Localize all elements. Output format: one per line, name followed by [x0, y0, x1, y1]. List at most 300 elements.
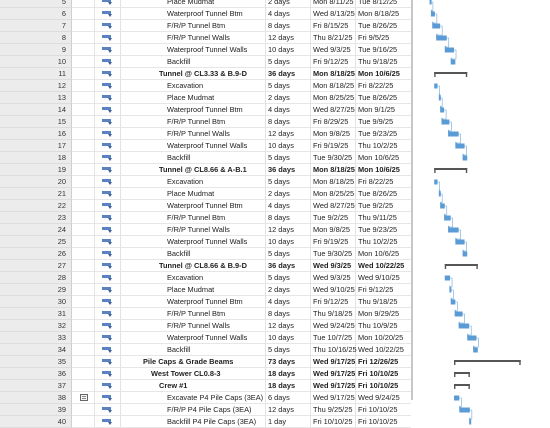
row-id[interactable]: 25	[0, 236, 72, 248]
task-finish[interactable]: Wed 10/22/25	[356, 260, 411, 272]
task-finish[interactable]: Tue 9/9/25	[356, 116, 411, 128]
task-finish[interactable]: Thu 9/18/25	[356, 296, 411, 308]
task-start[interactable]: Fri 10/10/25	[311, 416, 356, 428]
task-duration[interactable]: 12 days	[266, 404, 311, 416]
task-duration[interactable]: 12 days	[266, 320, 311, 332]
task-finish[interactable]: Tue 9/16/25	[356, 44, 411, 56]
task-duration[interactable]: 5 days	[266, 248, 311, 260]
task-mode-cell[interactable]	[95, 344, 121, 356]
task-row[interactable]	[0, 404, 411, 416]
task-name[interactable]: Backfill	[121, 152, 266, 164]
task-start[interactable]: Thu 10/16/25	[313, 345, 357, 354]
task-duration[interactable]: 6 days	[266, 392, 311, 404]
task-finish[interactable]: Fri 9/12/25	[356, 284, 411, 296]
task-mode-cell[interactable]	[95, 272, 121, 284]
task-row[interactable]	[0, 92, 411, 104]
task-bar[interactable]	[444, 216, 451, 221]
task-finish[interactable]: Tue 8/26/25	[356, 188, 411, 200]
row-id[interactable]: 38	[0, 392, 72, 404]
task-duration[interactable]: 73 days	[266, 356, 311, 368]
row-id[interactable]: 36	[0, 368, 72, 380]
task-name[interactable]: F/R/P Tunnel Btm	[121, 212, 266, 224]
task-mode-cell[interactable]	[95, 320, 121, 332]
task-mode-cell[interactable]	[95, 32, 121, 44]
task-duration[interactable]: 4 days	[266, 296, 311, 308]
task-duration[interactable]: 12 days	[266, 32, 311, 44]
task-start[interactable]: Wed 9/3/25	[311, 260, 356, 272]
row-id[interactable]: 34	[0, 344, 72, 356]
task-start[interactable]: Mon 9/8/25	[311, 224, 356, 236]
task-name[interactable]: Excavate P4 Pile Caps (3EA)	[121, 392, 266, 404]
task-mode-cell[interactable]	[95, 332, 121, 344]
task-duration[interactable]: 2 days	[266, 92, 311, 104]
task-row[interactable]	[0, 164, 411, 176]
task-name[interactable]: Place Mudmat	[121, 188, 266, 200]
task-row[interactable]	[0, 200, 411, 212]
task-duration[interactable]: 8 days	[266, 116, 311, 128]
task-finish[interactable]: Thu 10/2/25	[356, 236, 411, 248]
row-id[interactable]: 16	[0, 128, 72, 140]
task-row[interactable]	[0, 176, 411, 188]
task-start[interactable]: Fri 9/12/25	[311, 56, 356, 68]
task-duration[interactable]: 36 days	[266, 68, 311, 80]
task-bar[interactable]	[451, 60, 456, 65]
indicator-cell	[72, 248, 95, 260]
task-mode-cell[interactable]	[95, 176, 121, 188]
task-bar[interactable]	[436, 36, 447, 41]
task-name[interactable]: Crew #1	[121, 380, 266, 392]
task-duration[interactable]: 5 days	[266, 152, 311, 164]
row-id[interactable]: 13	[0, 92, 72, 104]
summary-bar[interactable]	[454, 372, 470, 377]
task-mode-cell[interactable]	[95, 128, 121, 140]
indicator-cell	[72, 20, 95, 32]
task-start[interactable]: Mon 8/18/25	[313, 165, 355, 174]
task-row[interactable]	[0, 116, 411, 128]
task-row[interactable]	[0, 32, 411, 44]
task-mode-cell[interactable]	[95, 212, 121, 224]
task-name[interactable]: Backfill	[121, 56, 266, 68]
task-mode-cell[interactable]	[95, 8, 121, 20]
task-start[interactable]: Wed 8/27/25	[313, 201, 355, 210]
task-duration[interactable]: 5 days	[266, 176, 311, 188]
task-name[interactable]: Place Mudmat	[121, 0, 266, 8]
row-id[interactable]: 29	[0, 284, 72, 296]
row-id[interactable]: 8	[0, 32, 72, 44]
task-row[interactable]	[0, 320, 411, 332]
task-bar[interactable]	[463, 252, 468, 257]
row-id[interactable]: 14	[0, 104, 72, 116]
task-name[interactable]: Backfill	[121, 344, 266, 356]
task-start[interactable]: Tue 10/7/25	[311, 332, 356, 344]
task-bar[interactable]	[431, 12, 435, 17]
task-bar[interactable]	[451, 300, 456, 305]
task-start[interactable]: Fri 8/15/25	[311, 20, 356, 32]
row-id[interactable]: 6	[0, 8, 72, 20]
task-finish[interactable]: Fri 10/10/25	[356, 368, 411, 380]
task-name[interactable]: Waterproof Tunnel Walls	[121, 140, 266, 152]
task-bar[interactable]	[469, 420, 471, 425]
task-start[interactable]: Mon 8/25/25	[313, 189, 355, 198]
task-finish[interactable]: Wed 9/10/25	[356, 272, 411, 284]
task-row[interactable]	[0, 260, 411, 272]
task-mode-cell[interactable]	[95, 68, 121, 80]
task-finish[interactable]: Thu 9/11/25	[356, 212, 411, 224]
task-start[interactable]: Mon 8/11/25	[311, 0, 356, 8]
row-id[interactable]: 5	[0, 0, 72, 8]
auto-schedule-icon	[102, 419, 111, 425]
task-start[interactable]: Tue 9/2/25	[311, 212, 356, 224]
task-finish[interactable]: Tue 8/26/25	[356, 92, 411, 104]
summary-bar[interactable]	[454, 384, 470, 389]
task-finish[interactable]: Tue 9/2/25	[356, 200, 411, 212]
auto-schedule-icon	[102, 0, 111, 5]
task-name[interactable]: Excavation	[121, 80, 266, 92]
row-id[interactable]: 7	[0, 20, 72, 32]
task-name[interactable]: F/R/P Tunnel Walls	[121, 224, 266, 236]
indicator-cell	[72, 56, 95, 68]
auto-schedule-icon	[102, 239, 111, 245]
task-row[interactable]	[0, 368, 411, 380]
task-bar[interactable]	[445, 276, 450, 281]
row-id[interactable]: 35	[0, 356, 72, 368]
task-mode-cell[interactable]	[95, 368, 121, 380]
task-mode-cell[interactable]	[95, 284, 121, 296]
task-bar[interactable]	[459, 324, 470, 329]
task-mode-cell[interactable]	[95, 416, 121, 428]
task-name[interactable]: West Tower CL0.8-3	[121, 368, 266, 380]
task-finish[interactable]: Fri 9/5/25	[356, 32, 411, 44]
task-duration[interactable]: 5 days	[266, 344, 311, 356]
task-name[interactable]: Backfill P4 Pile Caps (3EA)	[121, 416, 266, 428]
row-id[interactable]: 20	[0, 176, 72, 188]
task-start[interactable]: Mon 8/18/25	[313, 177, 355, 186]
task-finish[interactable]: Wed 10/22/25	[356, 344, 411, 356]
task-row[interactable]	[0, 128, 411, 140]
row-id[interactable]: 26	[0, 248, 72, 260]
task-duration[interactable]: 2 days	[266, 188, 311, 200]
task-duration[interactable]: 1 day	[266, 416, 311, 428]
task-duration[interactable]: 18 days	[266, 380, 311, 392]
task-row[interactable]	[0, 344, 411, 356]
task-duration[interactable]: 5 days	[266, 80, 311, 92]
task-bar[interactable]	[459, 408, 470, 413]
row-id[interactable]: 28	[0, 272, 72, 284]
task-name[interactable]: F/R/P Tunnel Walls	[121, 320, 266, 332]
task-duration[interactable]: 8 days	[266, 308, 311, 320]
task-row[interactable]	[0, 188, 411, 200]
task-row[interactable]	[0, 332, 411, 344]
task-finish[interactable]: Mon 9/29/25	[356, 308, 411, 320]
task-name[interactable]: Place Mudmat	[121, 284, 266, 296]
task-mode-cell[interactable]	[95, 92, 121, 104]
task-bar[interactable]	[440, 204, 445, 209]
task-finish[interactable]: Fri 10/10/25	[356, 404, 411, 416]
task-duration[interactable]: 5 days	[266, 56, 311, 68]
task-start[interactable]: Mon 8/25/25	[313, 93, 355, 102]
row-id[interactable]: 12	[0, 80, 72, 92]
row-id[interactable]: 40	[0, 416, 72, 428]
row-id[interactable]: 37	[0, 380, 72, 392]
task-duration[interactable]: 4 days	[266, 200, 311, 212]
task-duration[interactable]: 2 days	[266, 0, 311, 8]
indicator-cell	[72, 416, 95, 428]
task-row[interactable]	[0, 272, 411, 284]
task-name[interactable]: Waterproof Tunnel Btm	[121, 104, 266, 116]
task-mode-cell[interactable]	[95, 236, 121, 248]
task-name[interactable]: F/R/P Tunnel Walls	[121, 32, 266, 44]
row-id[interactable]: 33	[0, 332, 72, 344]
task-start[interactable]: Wed 9/17/25	[313, 381, 356, 390]
indicator-cell	[72, 0, 95, 8]
task-name[interactable]: Waterproof Tunnel Walls	[121, 44, 266, 56]
task-bar[interactable]	[467, 336, 476, 341]
auto-schedule-icon	[102, 311, 111, 317]
row-id[interactable]: 27	[0, 260, 72, 272]
task-bar[interactable]	[455, 240, 464, 245]
row-id[interactable]: 17	[0, 140, 72, 152]
row-id[interactable]: 10	[0, 56, 72, 68]
task-name[interactable]: Waterproof Tunnel Walls	[121, 332, 266, 344]
task-name[interactable]: Waterproof Tunnel Btm	[121, 296, 266, 308]
task-name[interactable]: F/R/P P4 Pile Caps (3EA)	[121, 404, 266, 416]
indicator-cell	[72, 44, 95, 56]
task-mode-cell[interactable]	[95, 200, 121, 212]
task-bar[interactable]	[454, 396, 459, 401]
task-duration[interactable]: 5 days	[266, 272, 311, 284]
row-id[interactable]: 21	[0, 188, 72, 200]
task-start[interactable]: Wed 9/3/25	[311, 272, 356, 284]
task-start[interactable]: Mon 9/8/25	[311, 128, 356, 140]
task-finish[interactable]: Mon 10/6/25	[356, 152, 411, 164]
summary-bar[interactable]	[434, 72, 467, 77]
task-name[interactable]: F/R/P Tunnel Btm	[121, 116, 266, 128]
task-mode-cell[interactable]	[95, 0, 121, 8]
task-duration[interactable]: 18 days	[266, 368, 311, 380]
task-bar[interactable]	[434, 180, 437, 185]
row-id[interactable]: 23	[0, 212, 72, 224]
task-finish[interactable]: Fri 8/22/25	[356, 80, 411, 92]
task-finish[interactable]: Tue 8/26/25	[356, 20, 411, 32]
task-row[interactable]	[0, 104, 411, 116]
task-mode-cell[interactable]	[95, 404, 121, 416]
task-finish[interactable]: Tue 9/23/25	[356, 128, 411, 140]
task-bar[interactable]	[473, 348, 478, 353]
task-name[interactable]: Waterproof Tunnel Btm	[121, 200, 266, 212]
task-mode-cell[interactable]	[95, 80, 121, 92]
task-finish[interactable]: Mon 9/1/25	[356, 104, 411, 116]
task-bar[interactable]	[455, 312, 463, 317]
task-finish[interactable]: Mon 10/6/25	[356, 68, 411, 80]
task-row[interactable]	[0, 0, 411, 8]
task-start[interactable]: Tue 9/30/25	[311, 248, 356, 260]
task-duration[interactable]: 10 days	[266, 332, 311, 344]
task-start[interactable]: Wed 8/27/25	[313, 105, 355, 114]
task-start[interactable]: Fri 9/19/25	[311, 140, 356, 152]
task-bar[interactable]	[441, 120, 449, 125]
task-row[interactable]	[0, 212, 411, 224]
task-bar[interactable]	[448, 228, 459, 233]
task-mode-cell[interactable]	[95, 308, 121, 320]
task-mode-cell[interactable]	[95, 56, 121, 68]
row-id[interactable]: 24	[0, 224, 72, 236]
task-start[interactable]: Fri 8/29/25	[311, 116, 356, 128]
row-id[interactable]: 22	[0, 200, 72, 212]
task-row[interactable]	[0, 380, 411, 392]
task-finish[interactable]: Wed 9/24/25	[356, 392, 411, 404]
task-duration[interactable]: 36 days	[266, 164, 311, 176]
task-name[interactable]: Pile Caps & Grade Beams	[121, 356, 266, 368]
task-bar[interactable]	[440, 108, 444, 113]
task-row[interactable]	[0, 140, 411, 152]
row-id[interactable]: 30	[0, 296, 72, 308]
row-id[interactable]: 31	[0, 308, 72, 320]
task-duration[interactable]: 12 days	[266, 128, 311, 140]
task-name[interactable]: Backfill	[121, 248, 266, 260]
task-start[interactable]: Tue 9/30/25	[311, 152, 356, 164]
task-row[interactable]	[0, 56, 411, 68]
task-start[interactable]: Wed 9/17/25	[313, 393, 355, 402]
task-mode-cell[interactable]	[95, 116, 121, 128]
task-duration[interactable]: 4 days	[266, 104, 311, 116]
task-start[interactable]: Wed 9/24/25	[313, 321, 355, 330]
task-row[interactable]	[0, 68, 411, 80]
task-name[interactable]: Tunnel @ CL8.66 & A-B.1	[121, 164, 266, 176]
task-finish[interactable]: Thu 10/2/25	[356, 140, 411, 152]
task-finish[interactable]: Mon 10/6/25	[356, 248, 411, 260]
task-mode-cell[interactable]	[95, 140, 121, 152]
row-id[interactable]: 15	[0, 116, 72, 128]
dependency-link	[445, 206, 447, 215]
task-finish[interactable]: Mon 8/18/25	[356, 8, 411, 20]
task-row[interactable]	[0, 416, 411, 428]
task-mode-cell[interactable]	[95, 20, 121, 32]
summary-bar[interactable]	[434, 168, 467, 173]
task-finish[interactable]: Thu 9/18/25	[356, 56, 411, 68]
task-start[interactable]: Wed 9/10/25	[313, 285, 355, 294]
task-note-icon[interactable]	[80, 394, 88, 401]
task-duration[interactable]: 8 days	[266, 20, 311, 32]
task-finish[interactable]: Mon 10/20/25	[356, 332, 411, 344]
task-row[interactable]	[0, 80, 411, 92]
task-mode-cell[interactable]	[95, 224, 121, 236]
task-name[interactable]: F/R/P Tunnel Btm	[121, 20, 266, 32]
task-row[interactable]	[0, 248, 411, 260]
task-start[interactable]: Thu 9/18/25	[311, 308, 356, 320]
task-start[interactable]: Thu 9/25/25	[311, 404, 356, 416]
task-start[interactable]: Mon 8/18/25	[313, 81, 355, 90]
task-name[interactable]: Waterproof Tunnel Btm	[121, 8, 266, 20]
row-id[interactable]: 9	[0, 44, 72, 56]
task-row[interactable]	[0, 8, 411, 20]
task-mode-cell[interactable]	[95, 296, 121, 308]
task-duration[interactable]: 36 days	[266, 260, 311, 272]
task-mode-cell[interactable]	[95, 164, 121, 176]
task-start[interactable]: Wed 9/3/25	[311, 44, 356, 56]
task-name[interactable]: Tunnel @ CL3.33 & B.9-D	[121, 68, 266, 80]
auto-schedule-icon	[102, 287, 111, 293]
task-duration[interactable]: 10 days	[266, 44, 311, 56]
task-mode-cell[interactable]	[95, 392, 121, 404]
task-name[interactable]: F/R/P Tunnel Btm	[121, 308, 266, 320]
dependency-link	[451, 290, 453, 299]
task-duration[interactable]: 4 days	[266, 8, 311, 20]
task-row[interactable]	[0, 224, 411, 236]
task-bar[interactable]	[434, 84, 437, 89]
task-start[interactable]: Fri 9/12/25	[311, 296, 356, 308]
task-finish[interactable]: Fri 10/10/25	[356, 416, 411, 428]
summary-bar[interactable]	[454, 360, 521, 365]
row-id[interactable]: 11	[0, 68, 72, 80]
task-finish[interactable]: Mon 10/6/25	[356, 164, 411, 176]
task-row[interactable]	[0, 44, 411, 56]
task-row[interactable]	[0, 392, 411, 404]
task-mode-cell[interactable]	[95, 152, 121, 164]
row-id[interactable]: 18	[0, 152, 72, 164]
task-mode-cell[interactable]	[95, 44, 121, 56]
task-name[interactable]: Tunnel @ CL8.66 & B.9-D	[121, 260, 266, 272]
task-finish[interactable]: Fri 12/26/25	[356, 356, 411, 368]
task-bar[interactable]	[448, 132, 459, 137]
task-finish[interactable]: Fri 10/10/25	[356, 380, 411, 392]
task-start[interactable]: Wed 9/17/25	[313, 369, 356, 378]
task-row[interactable]	[0, 308, 411, 320]
task-mode-cell[interactable]	[95, 356, 121, 368]
task-start[interactable]: Fri 9/19/25	[311, 236, 356, 248]
task-name[interactable]: Excavation	[121, 176, 266, 188]
task-mode-cell[interactable]	[95, 104, 121, 116]
task-duration[interactable]: 2 days	[266, 284, 311, 296]
task-finish[interactable]: Tue 8/12/25	[356, 0, 411, 8]
task-bar[interactable]	[445, 48, 454, 53]
task-mode-cell[interactable]	[95, 248, 121, 260]
row-id[interactable]: 39	[0, 404, 72, 416]
task-name[interactable]: Waterproof Tunnel Walls	[121, 236, 266, 248]
task-duration[interactable]: 10 days	[266, 236, 311, 248]
task-name[interactable]: F/R/P Tunnel Walls	[121, 128, 266, 140]
task-row[interactable]	[0, 296, 411, 308]
task-name[interactable]: Place Mudmat	[121, 92, 266, 104]
task-start[interactable]: Thu 8/21/25	[311, 32, 356, 44]
task-duration[interactable]: 8 days	[266, 212, 311, 224]
task-start[interactable]: Wed 8/13/25	[313, 9, 355, 18]
row-id[interactable]: 19	[0, 164, 72, 176]
task-finish[interactable]: Tue 9/23/25	[356, 224, 411, 236]
task-finish[interactable]: Thu 10/9/25	[356, 320, 411, 332]
task-row[interactable]	[0, 152, 411, 164]
task-row[interactable]	[0, 356, 411, 368]
task-row[interactable]	[0, 20, 411, 32]
task-start[interactable]: Mon 8/18/25	[313, 69, 355, 78]
row-id[interactable]: 32	[0, 320, 72, 332]
task-mode-cell[interactable]	[95, 260, 121, 272]
task-start[interactable]: Wed 9/17/25	[313, 357, 356, 366]
summary-bar[interactable]	[445, 264, 478, 269]
task-bar[interactable]	[455, 144, 464, 149]
task-name[interactable]: Excavation	[121, 272, 266, 284]
task-finish[interactable]: Fri 8/22/25	[356, 176, 411, 188]
task-mode-cell[interactable]	[95, 380, 121, 392]
task-row[interactable]	[0, 236, 411, 248]
task-bar[interactable]	[449, 288, 451, 293]
task-row[interactable]	[0, 284, 411, 296]
auto-schedule-icon	[102, 407, 111, 413]
task-duration[interactable]: 10 days	[266, 140, 311, 152]
task-mode-cell[interactable]	[95, 188, 121, 200]
task-bar[interactable]	[432, 24, 440, 29]
task-bar[interactable]	[463, 156, 468, 161]
task-duration[interactable]: 12 days	[266, 224, 311, 236]
